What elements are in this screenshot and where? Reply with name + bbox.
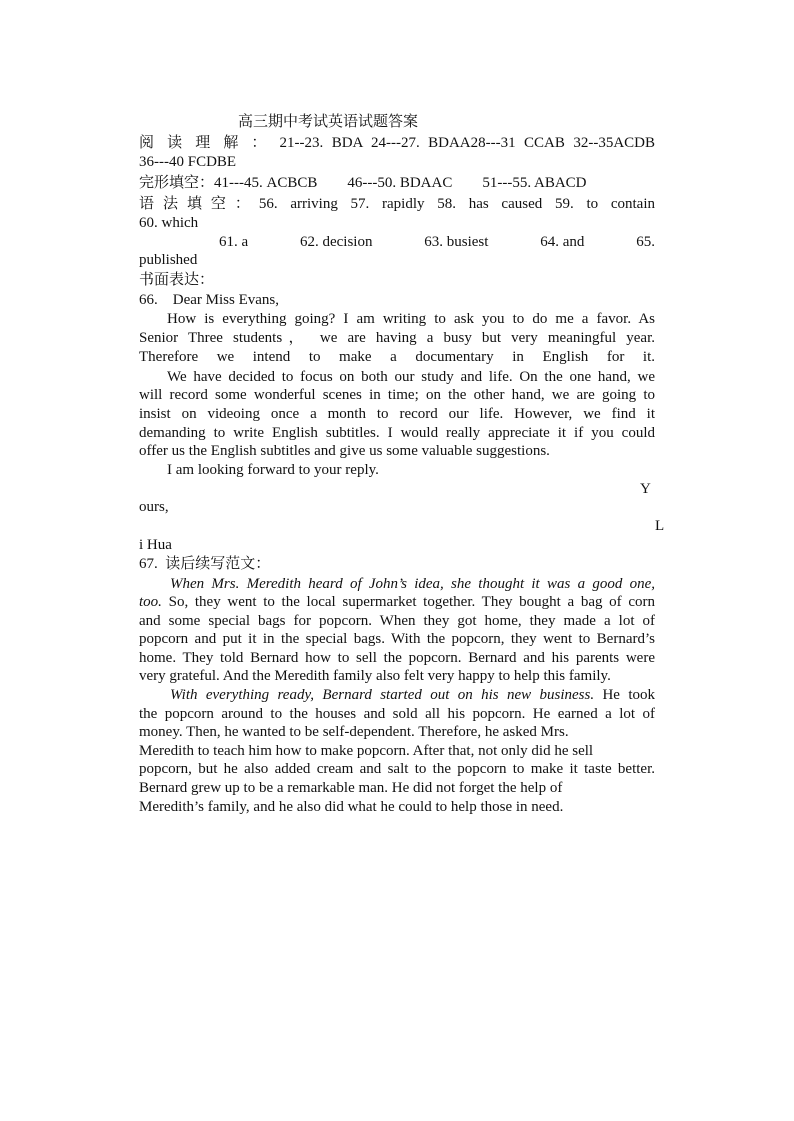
grammar-item: 65. <box>636 234 655 250</box>
grammar-answers-line-3 <box>219 233 655 251</box>
letter-line: demanding to write English subtitles. I would really appreciate it if you could <box>139 425 655 441</box>
letter-signature-part: i Hua <box>139 537 172 553</box>
continuation-line: popcorn and put it in the special bags. With the popcorn, they went to Bernard’s <box>139 631 655 647</box>
continuation-line <box>139 593 655 611</box>
letter-line: will record some wonderful scenes in time; on the other hand, we are going to <box>139 387 655 403</box>
document-title: 高三期中考试英语试题答案 <box>238 114 419 130</box>
grammar-answers-line-4: published <box>139 252 198 268</box>
letter-line: offer us the English subtitles and give us some valuable suggestions. <box>139 443 550 459</box>
italic-opening: With everything ready, Bernard started out on his new business. <box>170 687 595 703</box>
continuation-line: Meredith’s family, and he also did what he could to help those in need. <box>139 799 564 815</box>
continuation-line: home. They told Bernard how to sell the popcorn. Bernard and his parents were <box>139 650 655 666</box>
italic-opening: When Mrs. Meredith heard of John’s idea, she thought it was a good one, <box>170 576 655 592</box>
cloze-answers: 完形填空：41---45. ACBCB 46---50. BDAAC 51---55. ABACD <box>139 175 587 191</box>
continuation-line <box>170 575 655 593</box>
writing-section-label: 书面表达： <box>139 272 215 288</box>
letter-signoff-part: ours, <box>139 499 169 515</box>
italic-opening: too. <box>139 594 162 610</box>
grammar-item: 61. a <box>219 234 249 250</box>
reading-answers-line-1: 阅 读 理 解 ： 21--23. BDA 24---27. BDAA28---31 CCAB 32--35ACDB <box>139 135 655 151</box>
grammar-item: 64. and <box>540 234 585 250</box>
continuation-line: the popcorn around to the houses and sold all his popcorn. He earned a lot of <box>139 706 655 722</box>
continuation-line: Bernard grew up to be a remarkable man. He did not forget the help of <box>139 780 563 796</box>
continuation-line: Meredith to teach him how to make popcorn. After that, not only did he sell <box>139 743 594 759</box>
grammar-answers-line-2: 60. which <box>139 215 199 231</box>
grammar-answers-line-1: 语法填空：56. arriving 57. rapidly 58. has caused 59. to contain <box>139 196 655 212</box>
grammar-item: 63. busiest <box>424 234 489 250</box>
continuation-line <box>170 686 655 704</box>
letter-line: Therefore we intend to make a documentary in English for it. <box>139 349 655 365</box>
letter-signature-part: L <box>655 518 665 534</box>
continuation-heading: 67. 读后续写范文： <box>139 556 271 572</box>
continuation-text: He took <box>594 687 655 703</box>
letter-signoff-part: Y <box>640 481 651 497</box>
reading-answers-line-2: 36---40 FCDBE <box>139 154 237 170</box>
letter-line: Senior Three students， we are having a busy but very meaningful year. <box>139 330 655 346</box>
letter-line: How is everything going? I am writing to ask you to do me a favor. As <box>167 311 655 327</box>
continuation-line: very grateful. And the Meredith family also felt very happy to help this family. <box>139 668 611 684</box>
grammar-item: 62. decision <box>299 234 373 250</box>
letter-line: insist on videoing once a month to record our life. However, we find it <box>139 406 655 422</box>
continuation-line: popcorn, but he also added cream and salt to the popcorn to make it taste better. <box>139 761 655 777</box>
continuation-line: money. Then, he wanted to be self-dependent. Therefore, he asked Mrs. <box>139 724 569 740</box>
letter-greeting: 66. Dear Miss Evans, <box>139 292 279 308</box>
continuation-text: So, they went to the local supermarket together. They bought a bag of corn <box>161 594 655 610</box>
letter-closing-sentence: I am looking forward to your reply. <box>167 462 379 478</box>
continuation-line: and some special bags for popcorn. When they got home, they made a lot of <box>139 613 655 629</box>
letter-line: We have decided to focus on both our study and life. On the one hand, we <box>167 369 655 385</box>
